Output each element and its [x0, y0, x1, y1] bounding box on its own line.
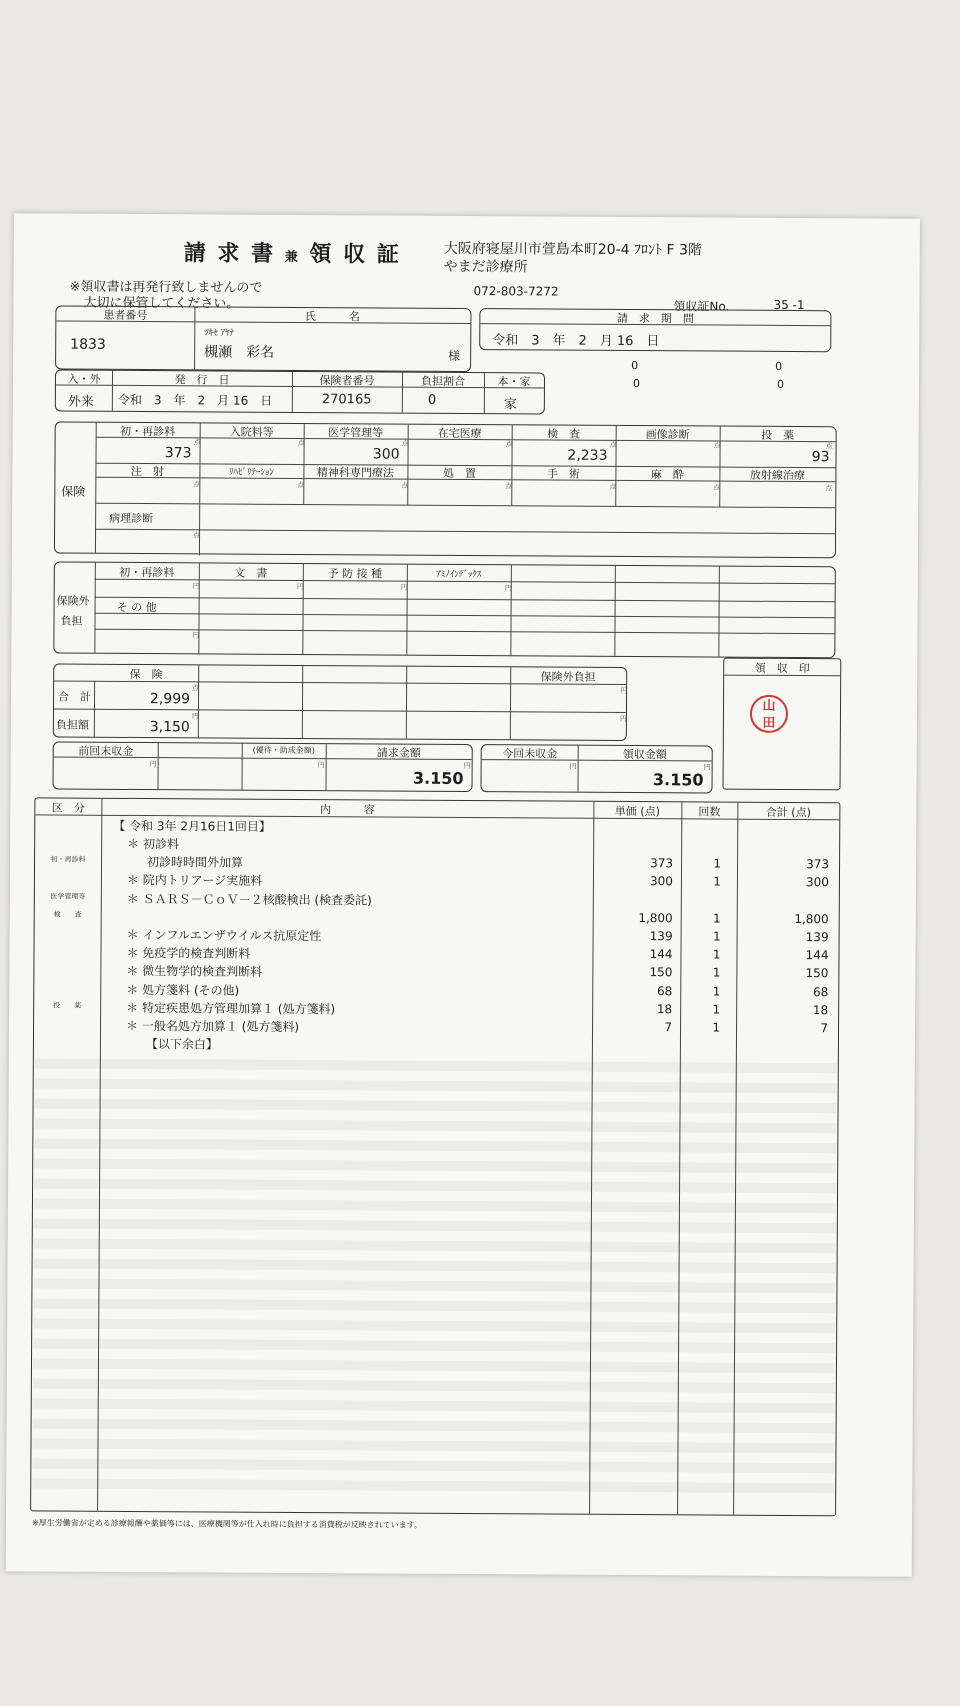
row-stripe — [33, 1298, 835, 1313]
detail-item-total: 144 — [805, 948, 829, 963]
detail-item-text: ＊ インフルエンザウイルス抗原定性 — [126, 927, 322, 944]
row-stripe — [34, 1198, 836, 1213]
receipt-no-value: 35 -1 — [773, 297, 805, 313]
totals-insurance-label: 保 険 — [129, 667, 163, 682]
unit-yen: 円 — [504, 584, 512, 593]
received-label: 領収金額 — [622, 747, 667, 762]
unit-point: 点 — [713, 483, 721, 492]
detail-item-total: 373 — [806, 857, 830, 872]
row-stripe — [35, 1078, 837, 1093]
totals-box — [53, 663, 627, 741]
detail-category-label: 医学管理等 — [50, 892, 86, 901]
non-ins-h1: 初・再診料 — [119, 565, 175, 580]
title-joiner: 兼 — [284, 249, 300, 265]
row-stripe — [32, 1438, 834, 1453]
ins-h9: ﾘﾊﾋﾞﾘﾃｰｼｮﾝ — [228, 467, 274, 478]
unit-point: 点 — [193, 480, 201, 489]
detail-item-total — [737, 839, 829, 840]
row-stripe — [33, 1278, 835, 1293]
unit-point: 点 — [825, 442, 833, 451]
row-stripe — [34, 1258, 836, 1273]
unit-point: 点 — [192, 684, 200, 693]
prev-unpaid-label: 前回未収金 — [78, 744, 134, 758]
received-amounts-box — [480, 744, 712, 793]
details-h-content: 内 容 — [319, 803, 375, 817]
clinic-phone: 072-803-7272 — [473, 284, 559, 299]
burden-ratio-label: 負担割合 — [420, 374, 466, 388]
ins-h14: 放射線治療 — [749, 468, 805, 483]
unit-point: 点 — [505, 440, 513, 449]
detail-item-total: 7 — [820, 1021, 829, 1036]
ins-v4 — [408, 447, 504, 448]
honorific: 様 — [448, 348, 461, 363]
billing-amounts-box — [52, 741, 472, 792]
stamp-label: 領 収 印 — [754, 661, 810, 676]
row-stripe — [35, 1098, 837, 1113]
visit-type: 外来 — [67, 394, 94, 410]
ins-h8: 注 射 — [130, 464, 164, 479]
unit-point: 点 — [401, 481, 409, 490]
ins-h12: 手 術 — [546, 467, 580, 481]
ins-v6 — [616, 448, 712, 449]
clinic-seal — [750, 695, 788, 733]
unit-point: 点 — [825, 484, 833, 493]
insurance-section — [54, 421, 837, 558]
non-ins-other-label: そ の 他 — [116, 600, 157, 615]
billing-period-label: 請 求 期 間 — [616, 311, 694, 326]
zero-1: 0 — [631, 359, 639, 373]
unit-yen: 円 — [703, 763, 711, 772]
patient-box — [55, 305, 471, 372]
details-h-unit: 単価 (点) — [614, 804, 660, 819]
total-label: 合 計 — [58, 690, 92, 704]
detail-category-label: 検 査 — [53, 910, 82, 919]
ins-h11: 処 置 — [442, 466, 476, 481]
unit-yen: 円 — [296, 582, 304, 592]
detail-item-text: 【以下余白】 — [145, 1037, 218, 1052]
unit-yen: 円 — [149, 760, 157, 769]
row-stripe — [34, 1138, 836, 1153]
ins-v5: 2,233 — [567, 447, 608, 464]
details-first-line: 【 令和 3年 2月16日1回目】 — [113, 818, 271, 834]
detail-item-unit-price: 373 — [650, 856, 674, 871]
non-ins-h3: 予 防 接 種 — [327, 567, 383, 581]
unit-point: 点 — [609, 440, 617, 449]
detail-item-unit-price: 1,800 — [638, 910, 673, 926]
unit-point: 点 — [297, 438, 305, 448]
unit-point: 点 — [193, 438, 201, 447]
burden-value: 3,150 — [149, 719, 190, 736]
row-stripe — [34, 1238, 836, 1253]
zero-3: 0 — [632, 377, 641, 391]
unit-point: 点 — [297, 480, 305, 490]
details-h-category: 区 分 — [51, 801, 85, 815]
unit-point: 点 — [193, 531, 201, 540]
unit-point: 点 — [713, 441, 721, 450]
totals-non-ins-label: 保険外負担 — [540, 670, 596, 684]
detail-item-unit-price: 68 — [656, 983, 673, 998]
detail-item-total: 300 — [805, 875, 829, 890]
notice-line2: 大切に保管してください。 — [83, 295, 240, 312]
unit-yen: 円 — [463, 761, 471, 771]
total-value: 2,999 — [149, 691, 191, 708]
insured-type-label: 本・家 — [497, 375, 531, 389]
unit-point: 点 — [505, 482, 513, 491]
title-receipt: 領 収 証 — [309, 241, 401, 268]
ins-v2 — [200, 445, 296, 446]
burden-label: 負担額 — [55, 718, 89, 732]
detail-item-total: 68 — [812, 984, 829, 999]
patient-name-label: 氏 名 — [304, 310, 360, 324]
billing-period-value: 令和 3 年 2 月 16 日 — [492, 333, 660, 350]
detail-item-count: 1 — [712, 1002, 721, 1017]
non-ins-h2: 文 書 — [234, 566, 268, 580]
zero-2: 0 — [775, 359, 783, 373]
current-unpaid-label: 今回未収金 — [502, 747, 558, 761]
ins-h1: 初・再診料 — [120, 424, 176, 439]
detail-item-text: ＊ 一般名処方加算１ (処方箋料) — [126, 1018, 300, 1034]
notice-line1: ※領収書は再発行致しませんので — [69, 279, 263, 296]
unit-yen: 円 — [317, 761, 325, 770]
detail-item-text: ＊ 特定疾患処方管理加算１ (処方箋料) — [126, 1000, 336, 1017]
ins-h7: 投 薬 — [761, 428, 795, 443]
detail-item-unit-price: 18 — [656, 1001, 673, 1017]
detail-item-count: 1 — [712, 947, 721, 962]
receipt-no-label: 領収証No. — [673, 299, 730, 314]
detail-item-unit-price: 150 — [649, 965, 673, 980]
detail-item-unit-price: 144 — [649, 947, 673, 962]
detail-item-count: 1 — [713, 856, 722, 871]
row-stripe — [34, 1158, 836, 1173]
non-ins-label-1: 保険外 — [56, 594, 90, 608]
patient-name-kana: ﾂｷｾ ｱﾔﾅ — [204, 328, 235, 339]
insurer-no: 270165 — [321, 392, 372, 408]
patient-id: 1833 — [70, 336, 106, 353]
clinic-name: やまだ診療所 — [443, 258, 528, 276]
detail-item-total — [736, 1039, 828, 1040]
unit-point: 点 — [609, 482, 617, 491]
detail-item-total — [737, 893, 829, 894]
clinic-address: 大阪府寝屋川市萱島本町20-4 ﾌﾛﾝﾄ F 3階 — [443, 240, 702, 259]
unit-yen: 円 — [192, 582, 200, 591]
unit-yen: 円 — [192, 631, 200, 640]
pathology-label: 病理診断 — [109, 511, 154, 526]
insurer-no-label: 保険者番号 — [319, 374, 375, 388]
detail-category-label: 投 薬 — [53, 1001, 82, 1010]
unit-point: 点 — [401, 439, 409, 448]
subsidy-label: (優待・助成金額) — [252, 745, 315, 756]
stamp-box — [723, 658, 842, 791]
detail-item-text: ＊ 院内トリアージ実施料 — [126, 873, 263, 889]
footer-note: ※厚生労働省が定める診療報酬や薬価等には、医療機関等が仕入れ時に負担する消費税が反映されています。 — [31, 1518, 423, 1530]
ins-v7: 93 — [811, 449, 830, 466]
issue-date: 令和 3 年 2 月 16 日 — [117, 392, 273, 408]
row-stripe — [33, 1338, 835, 1353]
non-ins-label-2: 負担 — [60, 614, 83, 628]
row-stripe — [34, 1118, 836, 1133]
unit-yen: 円 — [619, 714, 627, 723]
received-value: 3.150 — [652, 770, 704, 790]
ins-v3: 300 — [372, 446, 400, 463]
ins-h3: 医学管理等 — [328, 426, 384, 440]
detail-item-text: ＊ 初診料 — [127, 836, 180, 852]
unit-yen: 円 — [400, 583, 408, 592]
detail-item-unit-price: 7 — [664, 1020, 673, 1035]
billing-period-box — [479, 308, 831, 352]
patient-name-kanji: 槻瀬 彩名 — [204, 344, 275, 361]
detail-item-text: ＊ 微生物学的検査判断料 — [126, 964, 263, 980]
detail-item-text: ＊ 処方箋料 (その他) — [126, 982, 240, 998]
detail-item-count: 1 — [713, 874, 721, 889]
row-stripe — [33, 1418, 835, 1433]
patient-id-label: 患者番号 — [103, 308, 148, 323]
ins-h2: 入院料等 — [229, 425, 274, 439]
ins-h6: 画像診断 — [645, 428, 690, 442]
detail-item-total: 139 — [805, 930, 829, 945]
detail-item-count: 1 — [712, 965, 721, 980]
visit-type-label: 入・外 — [67, 372, 101, 386]
detail-item-count: 1 — [712, 929, 721, 944]
ins-v1: 373 — [164, 445, 192, 462]
detail-item-count: 1 — [713, 911, 721, 926]
detail-item-total: 150 — [805, 966, 829, 981]
receipt-paper — [6, 213, 920, 1577]
detail-item-text: 初診時時間外加算 — [147, 855, 244, 870]
row-stripe — [34, 1178, 836, 1193]
detail-item-count: 1 — [712, 1020, 721, 1035]
details-h-total: 合計 (点) — [765, 805, 811, 820]
detail-item-total: 1,800 — [794, 911, 829, 927]
row-stripe — [32, 1458, 834, 1473]
seal-text: 山田 — [762, 698, 776, 731]
title-invoice: 請 求 書 — [183, 240, 276, 267]
zero-4: 0 — [776, 377, 785, 391]
burden-ratio: 0 — [427, 392, 437, 408]
insured-type: 家 — [503, 397, 517, 413]
billed-value: 3.150 — [412, 768, 464, 788]
issue-date-label: 発 行 日 — [174, 373, 230, 387]
non-ins-h4: ｱﾐﾉｲﾝﾃﾞｯｸｽ — [436, 569, 482, 581]
row-stripe — [33, 1318, 835, 1333]
insurance-section-label: 保険 — [61, 484, 86, 499]
detail-item-text: ＊ ＳＡＲＳ－ＣｏＶ－２核酸検出 (検査委託) — [126, 891, 372, 908]
ins-h5: 検 査 — [547, 427, 581, 441]
ins-h4: 在宅医療 — [437, 426, 482, 441]
unit-yen: 円 — [191, 712, 199, 721]
ins-h10: 精神科専門療法 — [316, 466, 394, 480]
detail-category-label: 初・再診料 — [50, 855, 86, 864]
row-stripe — [35, 1058, 837, 1073]
unit-yen: 円 — [620, 686, 628, 695]
details-table — [30, 797, 840, 1516]
detail-item-unit-price: 139 — [649, 929, 673, 944]
detail-item-total: 18 — [812, 1002, 829, 1018]
row-stripe — [33, 1378, 835, 1393]
row-stripe — [34, 1218, 836, 1233]
non-insurance-section — [53, 561, 836, 658]
visit-info-box — [55, 369, 545, 414]
billed-label: 請求金額 — [376, 746, 421, 760]
detail-item-count: 1 — [712, 984, 721, 999]
row-stripe — [32, 1478, 834, 1493]
unit-yen: 円 — [569, 762, 577, 771]
detail-item-unit-price: 300 — [649, 874, 673, 889]
detail-item-text: ＊ 免疫学的検査判断料 — [126, 946, 251, 961]
row-stripe — [33, 1398, 835, 1413]
ins-h13: 麻 酔 — [650, 468, 684, 482]
document-title — [184, 236, 401, 268]
row-stripe — [33, 1358, 835, 1373]
details-h-count: 回数 — [698, 805, 721, 819]
